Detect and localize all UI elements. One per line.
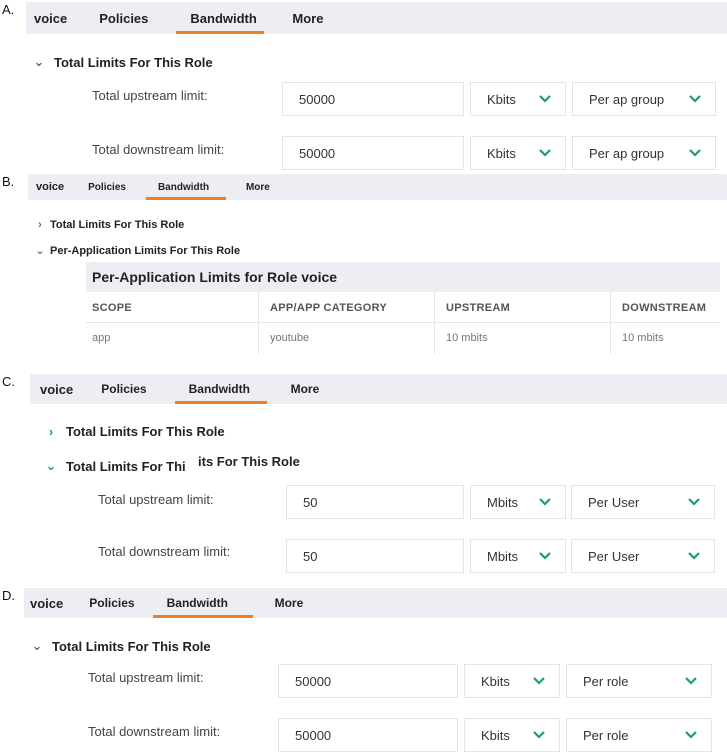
chevron-down-icon: [688, 552, 700, 560]
panel-b: [28, 174, 727, 364]
option-marker-c: C.: [2, 374, 15, 389]
column-divider: [610, 292, 611, 354]
table-cell-upstream: 10 mbits: [446, 332, 488, 344]
tab-role-voice[interactable]: voice: [34, 10, 68, 26]
section-total-limits-expanded[interactable]: [42, 458, 186, 474]
downstream-limit-label: Total downstream limit:: [92, 142, 225, 157]
upstream-scope-select[interactable]: [566, 664, 712, 698]
section-title: Total Limits For This Role: [54, 54, 213, 70]
chevron-down-icon: ⌄: [33, 54, 45, 69]
upstream-limit-input[interactable]: 50000: [282, 82, 464, 116]
upstream-limit-label: Total upstream limit:: [88, 670, 204, 685]
chevron-down-icon: ⌄: [45, 458, 57, 473]
section-total-limits[interactable]: [42, 424, 225, 439]
chevron-right-icon: ›: [38, 219, 42, 231]
tab-bandwidth[interactable]: Bandwidth: [175, 374, 267, 404]
panel-a: [26, 2, 727, 170]
upstream-unit-value: Kbits: [481, 673, 510, 689]
upstream-limit-input[interactable]: 50000: [278, 664, 458, 698]
upstream-scope-value: Per role: [583, 673, 629, 689]
chevron-down-icon: [539, 95, 551, 103]
upstream-unit-value: Kbits: [487, 91, 516, 107]
section-title-overlap: [198, 454, 300, 469]
tab-policies[interactable]: Policies: [101, 382, 147, 396]
table-cell-app: youtube: [270, 332, 310, 344]
section-total-limits[interactable]: [28, 638, 211, 654]
chevron-down-icon: [533, 731, 545, 739]
chevron-down-icon: [539, 552, 551, 560]
upstream-scope-select[interactable]: [572, 82, 716, 116]
chevron-right-icon: ›: [48, 424, 54, 439]
column-header-app-category: APP/APP CATEGORY: [270, 302, 388, 314]
downstream-unit-value: Mbits: [487, 548, 519, 564]
tab-bar: [30, 374, 727, 404]
downstream-unit-select[interactable]: [464, 718, 560, 752]
column-divider: [258, 292, 259, 354]
section-title: Total Limits For This Role: [52, 638, 211, 654]
downstream-limit-input[interactable]: 50000: [278, 718, 458, 752]
downstream-scope-select[interactable]: [571, 539, 715, 573]
downstream-unit-value: Kbits: [487, 145, 516, 161]
table-cell-scope: app: [92, 332, 111, 344]
downstream-unit-value: Kbits: [481, 727, 510, 743]
tab-bandwidth[interactable]: Bandwidth: [153, 588, 253, 618]
tab-bar: [26, 2, 727, 34]
tab-role-voice[interactable]: voice: [30, 595, 64, 611]
chevron-down-icon: ⌄: [35, 245, 45, 257]
downstream-limit-label: Total downstream limit:: [98, 544, 231, 559]
tab-more[interactable]: More: [290, 382, 320, 396]
per-app-limits-table: [86, 262, 720, 354]
upstream-unit-select[interactable]: [464, 664, 560, 698]
section-title: Per-Application Limits For This Role: [50, 244, 241, 257]
section-total-limits[interactable]: [30, 54, 213, 70]
downstream-scope-value: Per ap group: [589, 145, 665, 161]
tab-policies[interactable]: Policies: [88, 181, 126, 193]
upstream-unit-value: Mbits: [487, 494, 519, 510]
tab-bar: [24, 588, 727, 618]
downstream-scope-value: Per User: [588, 548, 640, 564]
chevron-down-icon: [689, 95, 701, 103]
table-cell-downstream: 10 mbits: [622, 332, 664, 344]
tab-role-voice[interactable]: voice: [40, 381, 74, 397]
column-header-scope: SCOPE: [92, 302, 133, 314]
downstream-limit-input[interactable]: 50000: [282, 136, 464, 170]
chevron-down-icon: [685, 677, 697, 685]
option-marker-b: B.: [2, 174, 15, 189]
chevron-down-icon: [689, 149, 701, 157]
section-title: Total Limits For This Role: [50, 219, 185, 231]
upstream-limit-label: Total upstream limit:: [92, 88, 208, 103]
column-header-downstream: DOWNSTREAM: [622, 302, 707, 314]
downstream-unit-select[interactable]: [470, 539, 566, 573]
section-title: Total Limits For This Role: [66, 424, 225, 439]
tab-policies[interactable]: Policies: [89, 596, 135, 610]
section-title: Total Limits For Thi: [66, 458, 186, 474]
downstream-scope-select[interactable]: [566, 718, 712, 752]
tab-bandwidth[interactable]: Bandwidth: [176, 2, 264, 34]
column-divider: [434, 292, 435, 354]
upstream-scope-value: Per User: [588, 494, 640, 510]
chevron-down-icon: [685, 731, 697, 739]
upstream-scope-value: Per ap group: [589, 91, 665, 107]
chevron-down-icon: ⌄: [31, 638, 43, 653]
upstream-unit-select[interactable]: [470, 485, 566, 519]
panel-c: [30, 374, 727, 582]
tab-more[interactable]: More: [245, 181, 270, 193]
option-marker-d: D.: [2, 588, 15, 603]
upstream-scope-select[interactable]: [571, 485, 715, 519]
chevron-down-icon: [539, 498, 551, 506]
downstream-limit-label: Total downstream limit:: [88, 724, 221, 739]
upstream-unit-select[interactable]: [470, 82, 566, 116]
downstream-unit-select[interactable]: [470, 136, 566, 170]
chevron-down-icon: [688, 498, 700, 506]
tab-bar: [28, 174, 727, 200]
section-total-limits[interactable]: [34, 219, 184, 231]
column-header-upstream: UPSTREAM: [446, 302, 511, 314]
tab-more[interactable]: More: [274, 596, 304, 610]
tab-policies[interactable]: Policies: [99, 10, 149, 26]
downstream-scope-select[interactable]: [572, 136, 716, 170]
tab-more[interactable]: More: [292, 10, 324, 26]
row-divider: [86, 322, 720, 323]
upstream-limit-input[interactable]: 50: [286, 485, 464, 519]
tab-bandwidth[interactable]: Bandwidth: [146, 174, 226, 200]
chevron-down-icon: [539, 149, 551, 157]
downstream-limit-input[interactable]: 50: [286, 539, 464, 573]
section-per-application-limits[interactable]: [34, 244, 240, 257]
panel-d: [24, 588, 727, 756]
tab-role-voice[interactable]: voice: [36, 181, 65, 193]
downstream-scope-value: Per role: [583, 727, 629, 743]
upstream-limit-label: Total upstream limit:: [98, 492, 214, 507]
chevron-down-icon: [533, 677, 545, 685]
option-marker-a: A.: [2, 2, 15, 17]
table-title: Per-Application Limits for Role voice: [86, 262, 720, 292]
section-title: its For This Role: [198, 454, 300, 469]
